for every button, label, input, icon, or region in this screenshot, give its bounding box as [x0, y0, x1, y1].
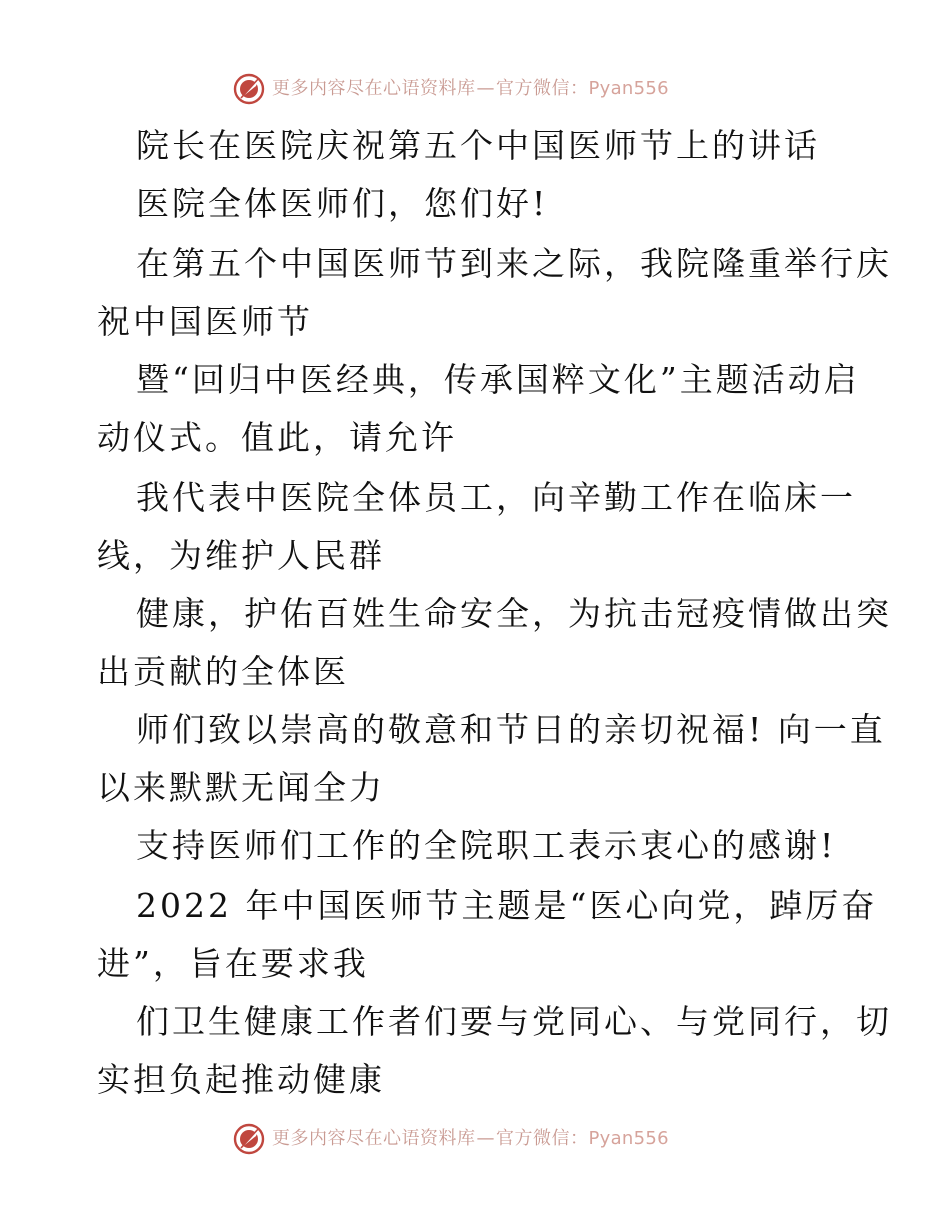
text-line: 支持医师们工作的全院职工表示衷心的感谢! [136, 826, 837, 865]
watermark-text [272, 78, 669, 100]
quill-seal-icon [232, 1122, 266, 1156]
footer-watermark [0, 1120, 950, 1160]
watermark-label: 官方微信： [496, 78, 589, 99]
text-line: 暨“回归中医经典，传承国粹文化”主题活动启 [136, 360, 860, 399]
watermark-main: 更多内容尽在心语资料库 [272, 78, 476, 99]
quill-seal-icon [232, 72, 266, 106]
text-line: 我代表中医院全体员工，向辛勤工作在临床一 [136, 478, 856, 517]
document-title: 院长在医院庆祝第五个中国医师节上的讲话 [136, 126, 820, 165]
text-line: 动仪式。值此，请允许 [97, 418, 457, 457]
text-line: 在第五个中国医师节到来之际，我院隆重举行庆 [136, 244, 892, 283]
text-line: 进”，旨在要求我 [97, 944, 369, 983]
text-line: 实担负起推动健康 [97, 1060, 385, 1099]
text-line: 以来默默无闻全力 [97, 768, 385, 807]
watermark-text [272, 1128, 669, 1150]
watermark-dash: — [476, 78, 495, 99]
text-line: 2022 年中国医师节主题是“医心向党，踔厉奋 [136, 886, 878, 925]
watermark-label: 官方微信： [496, 1128, 589, 1149]
header-watermark [0, 70, 950, 110]
text-line: 出贡献的全体医 [97, 652, 349, 691]
text-line: 们卫生健康工作者们要与党同心、与党同行，切 [136, 1002, 892, 1041]
text-line: 祝中国医师节 [97, 302, 313, 341]
watermark-main: 更多内容尽在心语资料库 [272, 1128, 476, 1149]
text-line: 师们致以崇高的敬意和节日的亲切祝福! 向一直 [136, 710, 886, 749]
text-line: 健康，护佑百姓生命安全，为抗击冠疫情做出突 [136, 594, 892, 633]
watermark-handle: Pyan556 [588, 1128, 669, 1149]
text-line: 线，为维护人民群 [97, 536, 385, 575]
watermark-dash: — [476, 1128, 495, 1149]
text-line: 医院全体医师们，您们好! [136, 184, 549, 223]
watermark-handle: Pyan556 [588, 78, 669, 99]
